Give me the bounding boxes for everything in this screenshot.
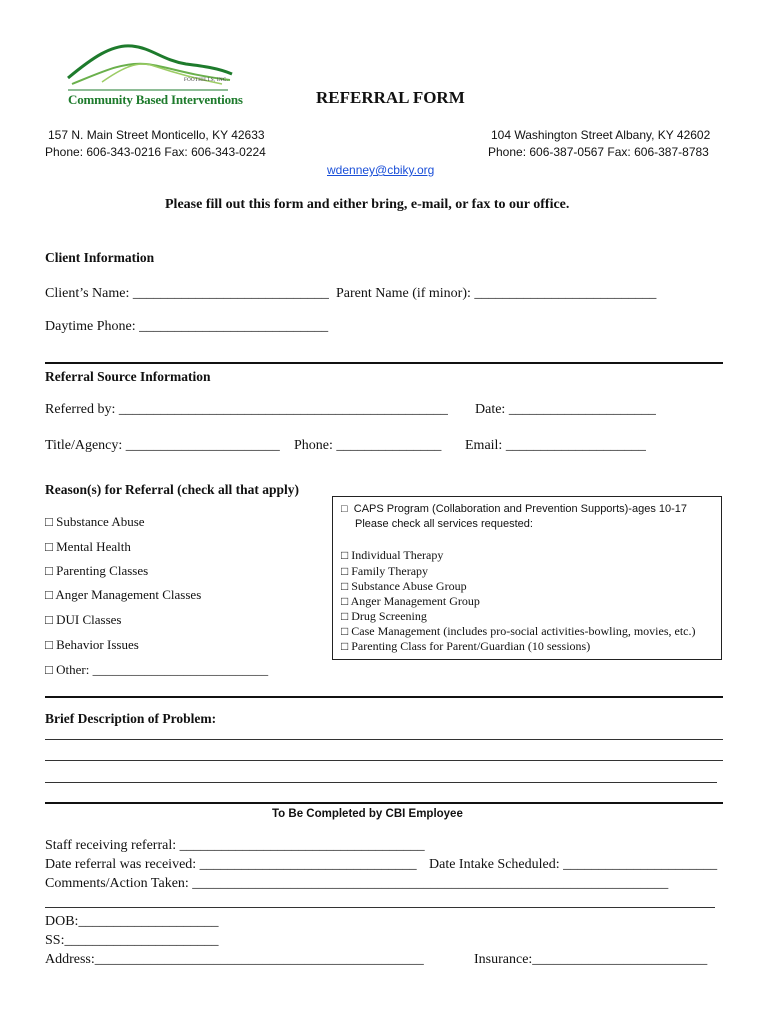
checkbox-icon[interactable]: □ [45,612,53,627]
logo-name: Community Based Interventions [68,92,243,107]
checkbox-icon[interactable]: □ [45,514,53,529]
section-divider [45,696,723,698]
checkbox-icon[interactable]: □ [45,539,53,554]
reason-checkbox-other[interactable] [45,662,268,678]
reason-label: Parenting Classes [56,563,149,578]
reason-label: DUI Classes [56,612,122,627]
checkbox-icon[interactable]: □ [341,609,349,623]
checkbox-icon[interactable]: □ [341,624,349,638]
title-agency-field[interactable]: Title/Agency: ______________________ [45,438,280,453]
checkbox-icon[interactable]: □ [45,637,53,652]
staff-receiving-field[interactable]: Staff receiving referral: ___________________________________ [45,838,425,853]
checkbox-icon[interactable]: □ [45,563,53,578]
caps-subtitle: Please check all services requested: [355,518,533,530]
caps-item-family-therapy[interactable]: □ Family Therapy [341,564,429,578]
reason-checkbox-behavior[interactable] [45,637,139,653]
reason-label: Substance Abuse [56,514,145,529]
referral-email-field[interactable]: Email: ____________________ [465,438,646,453]
checkbox-icon[interactable]: □ [45,662,53,677]
client-info-heading: Client Information [45,250,155,265]
reason-checkbox-anger[interactable] [45,587,201,603]
checkbox-icon[interactable]: □ [341,579,349,593]
caps-item-individual-therapy[interactable]: □ Individual Therapy [341,548,444,562]
reason-checkbox-dui[interactable] [45,612,121,628]
comments-field[interactable]: Comments/Action Taken: ____________________________________________________________________ [45,876,669,891]
parent-name-field[interactable]: Parent Name (if minor): __________________________ [336,286,657,301]
referral-date-field[interactable]: Date: _____________________ [475,402,656,417]
reason-label: Anger Management Classes [55,587,202,602]
caps-item-parenting-class[interactable]: □ Parenting Class for Parent/Guardian (10 sessions) [341,639,591,653]
ss-field[interactable]: SS:______________________ [45,933,219,948]
referred-by-field[interactable]: Referred by: _______________________________________________ [45,402,448,417]
reason-checkbox-mental-health[interactable] [45,539,131,555]
date-received-field[interactable]: Date referral was received: _______________________________ [45,857,417,872]
caps-item-case-management[interactable]: □ Case Management (includes pro-social activities-bowling, movies, etc.) [341,624,696,638]
checkbox-icon[interactable]: □ [341,548,349,562]
left-office-phone: Phone: 606-343-0216 Fax: 606-343-0224 [45,145,266,159]
email-link[interactable]: wdenney@cbiky.org [327,163,435,177]
reasons-heading: Reason(s) for Referral (check all that apply) [45,482,299,497]
caps-item-anger-group[interactable]: □ Anger Management Group [341,594,480,608]
dob-field[interactable]: DOB:____________________ [45,914,219,929]
logo-subtext: FOOTHILLS, INC. [184,78,229,83]
client-name-field[interactable]: Client’s Name: ____________________________ [45,286,329,301]
right-office-phone: Phone: 606-387-0567 Fax: 606-387-8783 [488,145,709,159]
page-title: REFERRAL FORM [316,88,465,107]
caps-title[interactable]: □ CAPS Program (Collaboration and Prevention Supports)-ages 10-17 [341,503,688,515]
problem-line[interactable] [45,760,723,761]
checkbox-icon[interactable]: □ [341,639,349,653]
checkbox-icon[interactable]: □ [341,564,349,578]
problem-line[interactable] [45,739,723,740]
checkbox-icon[interactable]: □ [45,587,53,602]
checkbox-icon[interactable]: □ [341,503,348,515]
address-field[interactable]: Address:_______________________________________________ [45,952,424,967]
caps-program-box [332,496,722,660]
left-office-address: 157 N. Main Street Monticello, KY 42633 [48,128,265,142]
insurance-field[interactable]: Insurance:_________________________ [474,952,708,967]
date-intake-field[interactable]: Date Intake Scheduled: ______________________ [429,857,718,872]
problem-line[interactable] [45,782,717,783]
reason-checkbox-substance-abuse[interactable] [45,514,145,530]
referral-source-heading: Referral Source Information [45,369,211,384]
reason-checkbox-parenting[interactable] [45,563,148,579]
referral-phone-field[interactable]: Phone: _______________ [294,438,442,453]
reason-label: Mental Health [56,539,131,554]
reason-label: Behavior Issues [56,637,139,652]
right-office-address: 104 Washington Street Albany, KY 42602 [491,128,711,142]
instructions: Please fill out this form and either bring, e-mail, or fax to our office. [165,197,570,212]
checkbox-icon[interactable]: □ [341,594,349,608]
daytime-phone-field[interactable]: Daytime Phone: ___________________________ [45,319,329,334]
section-divider [45,362,723,364]
section-divider [45,802,723,804]
employee-section-heading: To Be Completed by CBI Employee [272,808,463,820]
reason-label: Other: ___________________________ [56,662,269,677]
problem-heading: Brief Description of Problem: [45,711,217,726]
caps-item-drug-screening[interactable]: □ Drug Screening [341,609,427,623]
caps-item-substance-group[interactable]: □ Substance Abuse Group [341,579,467,593]
comments-line[interactable] [45,907,715,908]
